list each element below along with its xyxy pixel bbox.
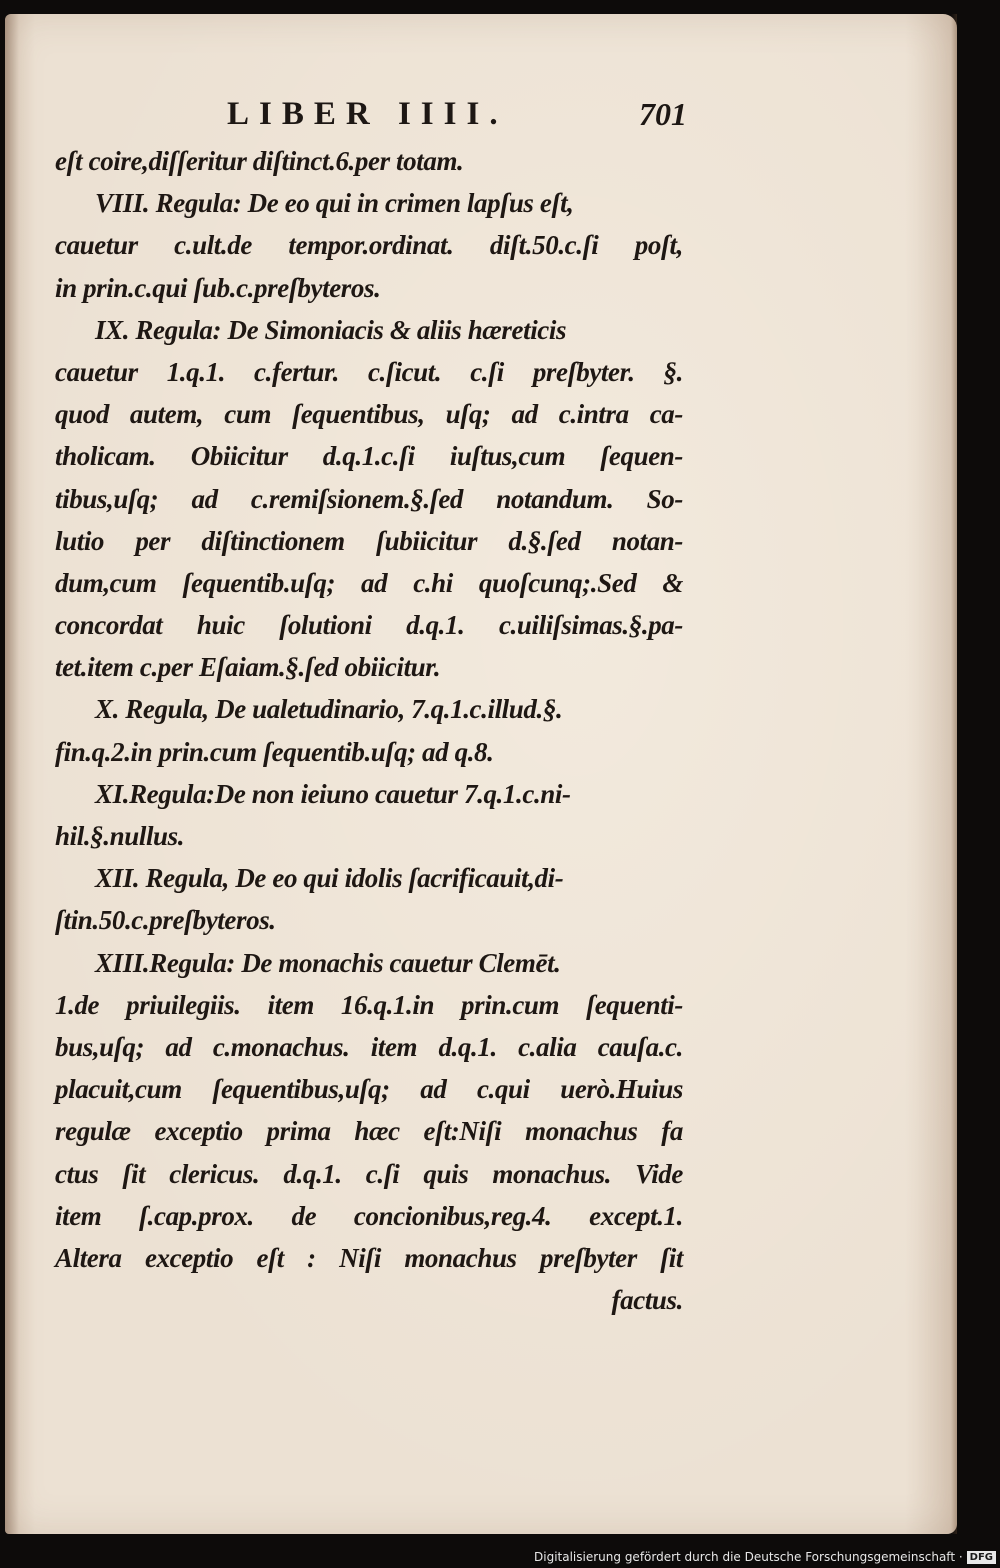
text-line: XII. Regula, De eo qui idolis ſacrificauit,di-	[95, 863, 564, 894]
text-line: factus.	[611, 1285, 683, 1316]
text-line: lutio per diſtinctionem ſubiicitur d.§.ſed notan-	[55, 525, 683, 556]
text-line: 1.de priuilegiis. item 16.q.1.in prin.cum ſequenti-	[55, 989, 683, 1020]
folio-number: 701	[639, 96, 687, 132]
body-text	[55, 140, 683, 1321]
text-line: hil.§.nullus.	[55, 821, 185, 851]
text-line: ſtin.50.c.preſbyteros.	[55, 905, 276, 936]
dfg-logo-icon: DFG	[967, 1551, 996, 1564]
book-page	[5, 14, 957, 1534]
text-line: tholicam. Obiicitur d.q.1.c.ſi iuſtus,cum ſequen-	[55, 441, 683, 472]
text-line: X. Regula, De ualetudinario, 7.q.1.c.illud.§.	[95, 694, 563, 725]
text-line: in prin.c.qui ſub.c.preſbyteros.	[55, 272, 381, 303]
text-line: XI.Regula:De non ieiuno cauetur 7.q.1.c.ni-	[95, 778, 571, 809]
text-line: VIII. Regula: De eo qui in crimen lapſus eſt,	[95, 188, 574, 219]
text-line: eſt coire,diſſeritur diſtinct.6.per totam.	[55, 146, 464, 176]
text-line: tibus,uſq; ad c.remiſsionem.§.ſed notandum. So-	[55, 483, 683, 514]
text-line: IX. Regula: De Simoniacis & aliis hæreticis	[95, 314, 567, 345]
text-line: fin.q.2.in prin.cum ſequentib.uſq; ad q.8.	[55, 736, 494, 767]
text-line: cauetur c.ult.de tempor.ordinat. diſt.50.c.ſi poſt,	[55, 230, 683, 261]
page-edge-shadow	[951, 14, 957, 1534]
text-line: bus,uſq; ad c.monachus. item d.q.1. c.alia cauſa.c.	[55, 1031, 683, 1062]
text-line: XIII.Regula: De monachis cauetur Clemēt.	[95, 947, 561, 978]
page-gutter-shadow	[5, 14, 19, 1534]
text-line: quod autem, cum ſequentibus, uſq; ad c.intra ca-	[55, 399, 683, 430]
footer-credit: Digitalisierung gefördert durch die Deutsche Forschungsgemeinschaft ·	[534, 1550, 963, 1564]
text-line: cauetur 1.q.1. c.fertur. c.ſicut. c.ſi preſbyter. §.	[55, 356, 683, 387]
text-line: item ſ.cap.prox. de concionibus,reg.4. except.1.	[55, 1200, 683, 1231]
text-line: tet.item c.per Eſaiam.§.ſed obiicitur.	[55, 652, 441, 683]
text-line: dum,cum ſequentib.uſq; ad c.hi quoſcunq;.Sed &	[55, 567, 683, 598]
text-line: placuit,cum ſequentibus,uſq; ad c.qui uerò.Huius	[55, 1074, 683, 1105]
digitization-footer	[534, 1550, 996, 1564]
page-header	[227, 96, 687, 136]
text-line: Altera exceptio eſt : Niſi monachus preſbyter ſit	[55, 1242, 683, 1273]
text-line: ctus ſit clericus. d.q.1. c.ſi quis monachus. Vide	[55, 1158, 683, 1189]
running-title: LIBER IIII.	[227, 96, 508, 132]
text-line: regulæ exceptio prima hæc eſt:Niſi monachus fa	[55, 1116, 683, 1147]
text-line: concordat huic ſolutioni d.q.1. c.uiliſsimas.§.pa-	[55, 610, 683, 641]
